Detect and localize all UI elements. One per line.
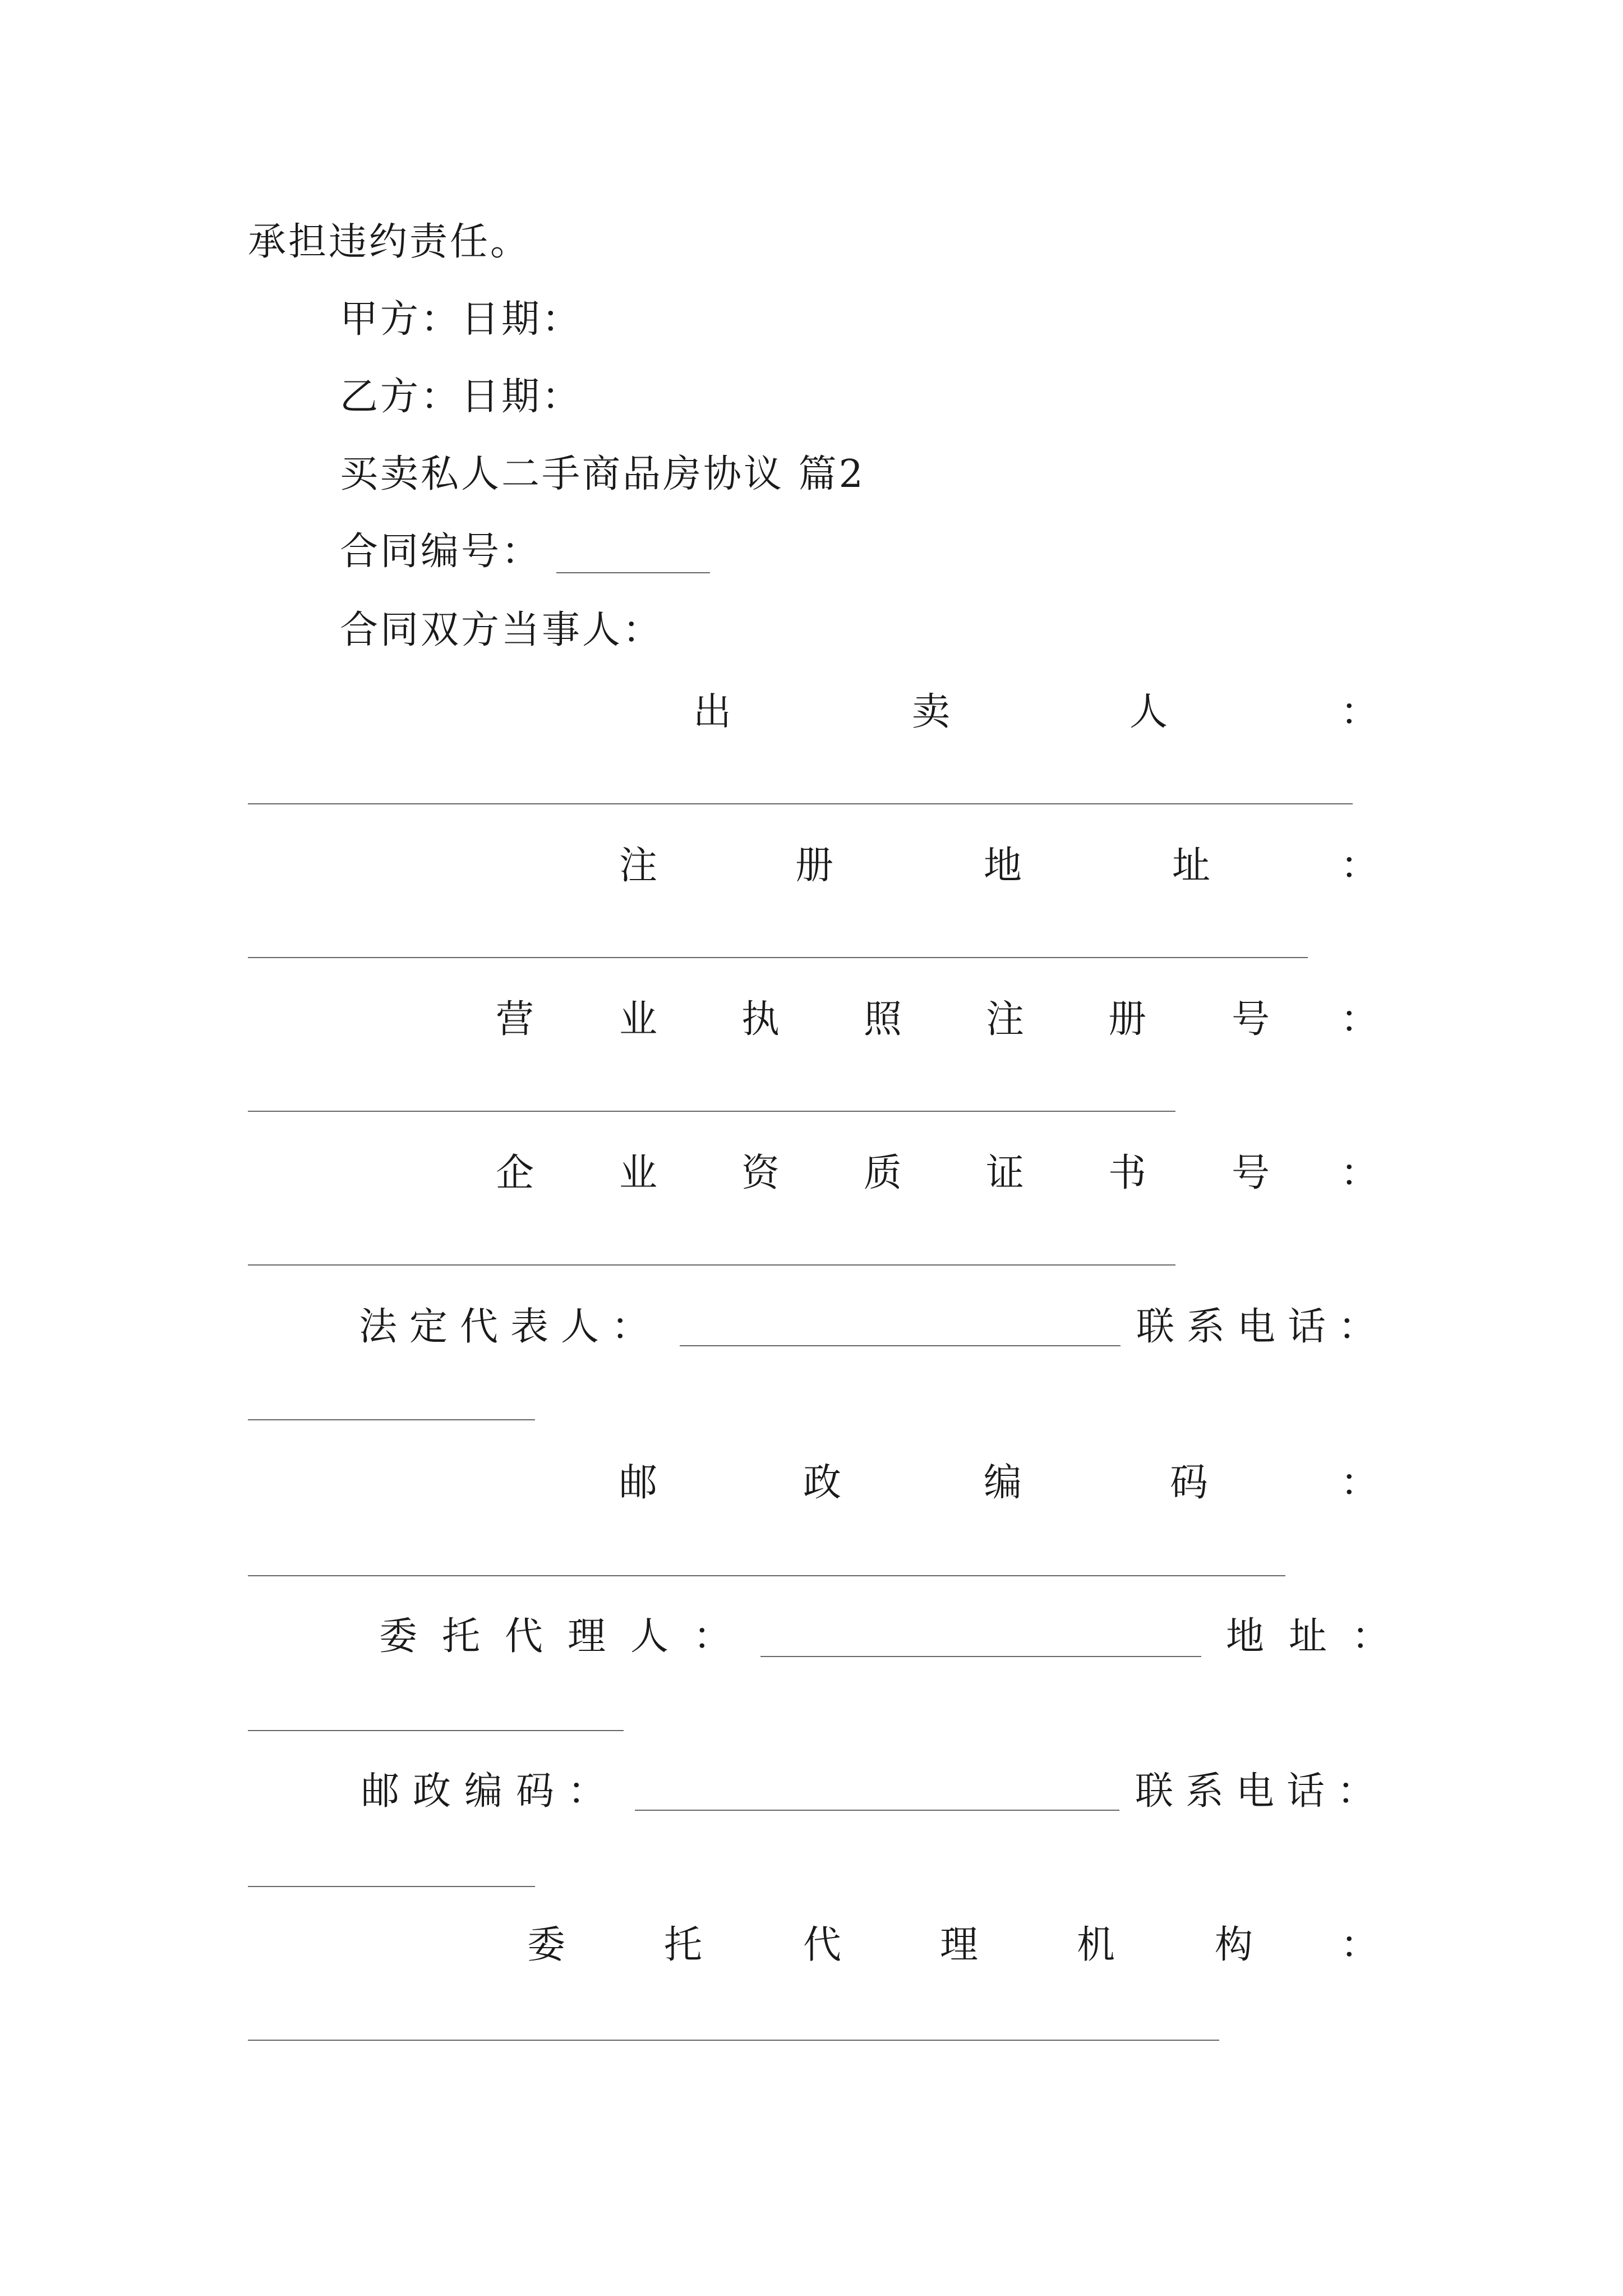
agency-blank [248,2040,1219,2041]
agent-blank [760,1656,1201,1657]
postcode-char-4: 码 [1170,1461,1209,1505]
cert-char-2: 业 [619,1151,658,1195]
postcode-char-1: 邮 [619,1461,658,1505]
legal-rep-label: 法定代表人： [359,1305,662,1349]
license-char-2: 业 [619,997,658,1042]
license-colon: ： [1340,997,1379,1042]
phone-blank-2 [248,1886,535,1887]
breach-line: 承担违约责任。 [248,220,531,264]
party-b-date: 乙方：日期： [340,375,583,419]
cert-colon: ： [1340,1151,1379,1195]
contract-number-label: 合同编号： [340,530,542,574]
cert-char-5: 证 [986,1151,1025,1195]
license-blank [248,1111,1175,1112]
agency-char-6: 构 [1215,1923,1253,1967]
phone-blank [248,1419,535,1420]
seller-blank [248,803,1353,804]
address-label: 地址： [1226,1614,1415,1659]
postcode-char-2: 政 [803,1461,842,1505]
cert-char-1: 企 [496,1151,534,1195]
postcode-label: 邮政编码： [361,1769,620,1814]
phone-label: 联系电话： [1136,1305,1389,1349]
cert-blank [248,1264,1175,1266]
section-title: 买卖私人二手商品房协议 篇2 [340,452,865,496]
agent-label: 委托代理人： [379,1614,757,1659]
postcode-blank-2 [635,1810,1119,1811]
reg-address-char-3: 地 [984,844,1022,888]
cert-char-7: 号 [1232,1151,1270,1195]
license-char-7: 号 [1232,997,1270,1042]
reg-address-char-2: 册 [795,844,834,888]
agency-char-1: 委 [527,1923,566,1967]
seller-char-2: 卖 [912,690,951,734]
postcode-blank [248,1575,1285,1576]
seller-char-1: 出 [693,690,732,734]
seller-colon: ： [1340,690,1379,734]
license-char-5: 注 [986,997,1025,1042]
reg-address-blank [248,957,1308,958]
address-blank [248,1730,624,1731]
contract-number-blank [556,572,710,573]
cert-char-6: 书 [1108,1151,1147,1195]
license-char-1: 营 [496,997,534,1042]
reg-address-char-1: 注 [619,844,658,888]
cert-char-3: 资 [741,1151,780,1195]
parties-label: 合同双方当事人： [340,608,663,652]
postcode-char-3: 编 [984,1461,1022,1505]
party-a-date: 甲方：日期： [340,297,583,342]
agency-char-5: 机 [1077,1923,1115,1967]
postcode-colon: ： [1340,1461,1379,1505]
reg-address-char-4: 址 [1172,844,1211,888]
legal-rep-blank [680,1345,1121,1346]
agency-char-3: 代 [803,1923,842,1967]
seller-char-3: 人 [1129,690,1168,734]
agency-char-2: 托 [664,1923,703,1967]
license-char-6: 册 [1108,997,1147,1042]
license-char-3: 执 [741,997,780,1042]
license-char-4: 照 [864,997,902,1042]
agency-colon: ： [1340,1923,1379,1967]
reg-address-colon: ： [1340,844,1379,888]
cert-char-4: 质 [864,1151,902,1195]
phone-label-2: 联系电话： [1135,1769,1388,1814]
agency-char-4: 理 [940,1923,979,1967]
